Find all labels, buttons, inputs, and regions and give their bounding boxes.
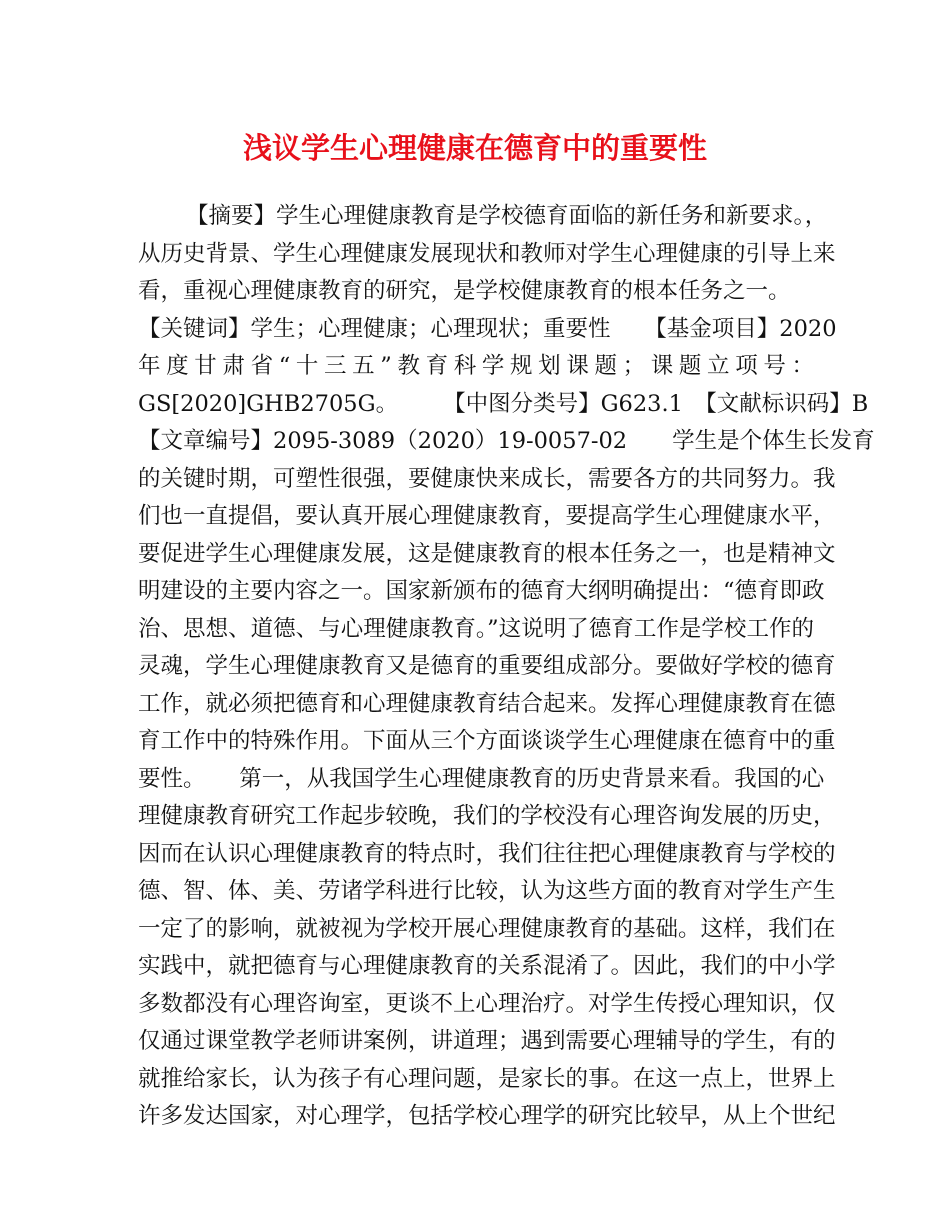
- document-body: [138, 198, 875, 1136]
- body-line: 【摘要】学生心理健康教育是学校德育面临的新任务和新要求。，: [186, 203, 828, 229]
- body-line: 育工作中的特殊作用。下面从三个方面谈谈学生心理健康在德育中的重: [138, 728, 836, 754]
- body-line: 就推给家长，认为孩子有心理问题，是家长的事。在这一点上，世界上: [138, 1065, 836, 1092]
- body-line: 明建设的主要内容之一。国家新颁布的德育大纲明确提出：“德育即政: [138, 578, 825, 604]
- body-line: GS[2020]GHB2705G。 【中图分类号】G623.1 【文献标识码】B: [138, 390, 869, 417]
- body-line: 看，重视心理健康教育的研究，是学校健康教育的根本任务之一。: [138, 278, 791, 304]
- body-line: 德、智、体、美、劳诸学科进行比较，认为这些方面的教育对学生产生: [138, 878, 836, 904]
- body-line: 工作，就必须把德育和心理健康教育结合起来。发挥心理健康教育在德: [138, 690, 836, 717]
- body-line: 理健康教育研究工作起步较晚，我们的学校没有心理咨询发展的历史，: [138, 803, 836, 829]
- body-line: 【关键词】学生；心理健康；心理现状；重要性 【基金项目】2020: [138, 315, 837, 342]
- body-line: 实践中，就把德育与心理健康教育的关系混淆了。因此，我们的中小学: [138, 953, 836, 979]
- body-line: 要性。 第一，从我国学生心理健康教育的历史背景来看。我国的心: [138, 765, 825, 792]
- body-line: 许多发达国家，对心理学，包括学校心理学的研究比较早，从上个世纪: [138, 1103, 836, 1129]
- body-line: 一定了的影响，就被视为学校开展心理健康教育的基础。这样，我们在: [138, 915, 836, 942]
- body-line: 从历史背景、学生心理健康发展现状和教师对学生心理健康的引导上来: [138, 240, 836, 267]
- body-line: 要促进学生心理健康发展，这是健康教育的根本任务之一，也是精神文: [138, 540, 836, 567]
- body-line: 灵魂，学生心理健康教育又是德育的重要组成部分。要做好学校的德育: [138, 653, 836, 679]
- body-line: 因而在认识心理健康教育的特点时，我们往往把心理健康教育与学校的: [138, 840, 836, 867]
- document-title: 浅议学生心理健康在德育中的重要性: [242, 131, 707, 165]
- body-line: 【文章编号】2095-3089（2020）19-0057-02 学生是个体生长发育: [138, 428, 875, 454]
- body-line: 治、思想、道德、与心理健康教育。”这说明了德育工作是学校工作的: [138, 615, 814, 642]
- body-line: 仅通过课堂教学老师讲案例，讲道理；遇到需要心理辅导的学生，有的: [138, 1028, 836, 1054]
- body-line: 们也一直提倡，要认真开展心理健康教育，要提高学生心理健康水平，: [138, 503, 836, 529]
- body-line: 年度甘肃省“十三五”教育科学规划课题；课题立项号：: [138, 353, 814, 379]
- body-line: 多数都没有心理咨询室，更谈不上心理治疗。对学生传授心理知识，仅: [138, 990, 836, 1017]
- body-line: 的关键时期，可塑性很强，要健康快来成长，需要各方的共同努力。我: [138, 465, 836, 492]
